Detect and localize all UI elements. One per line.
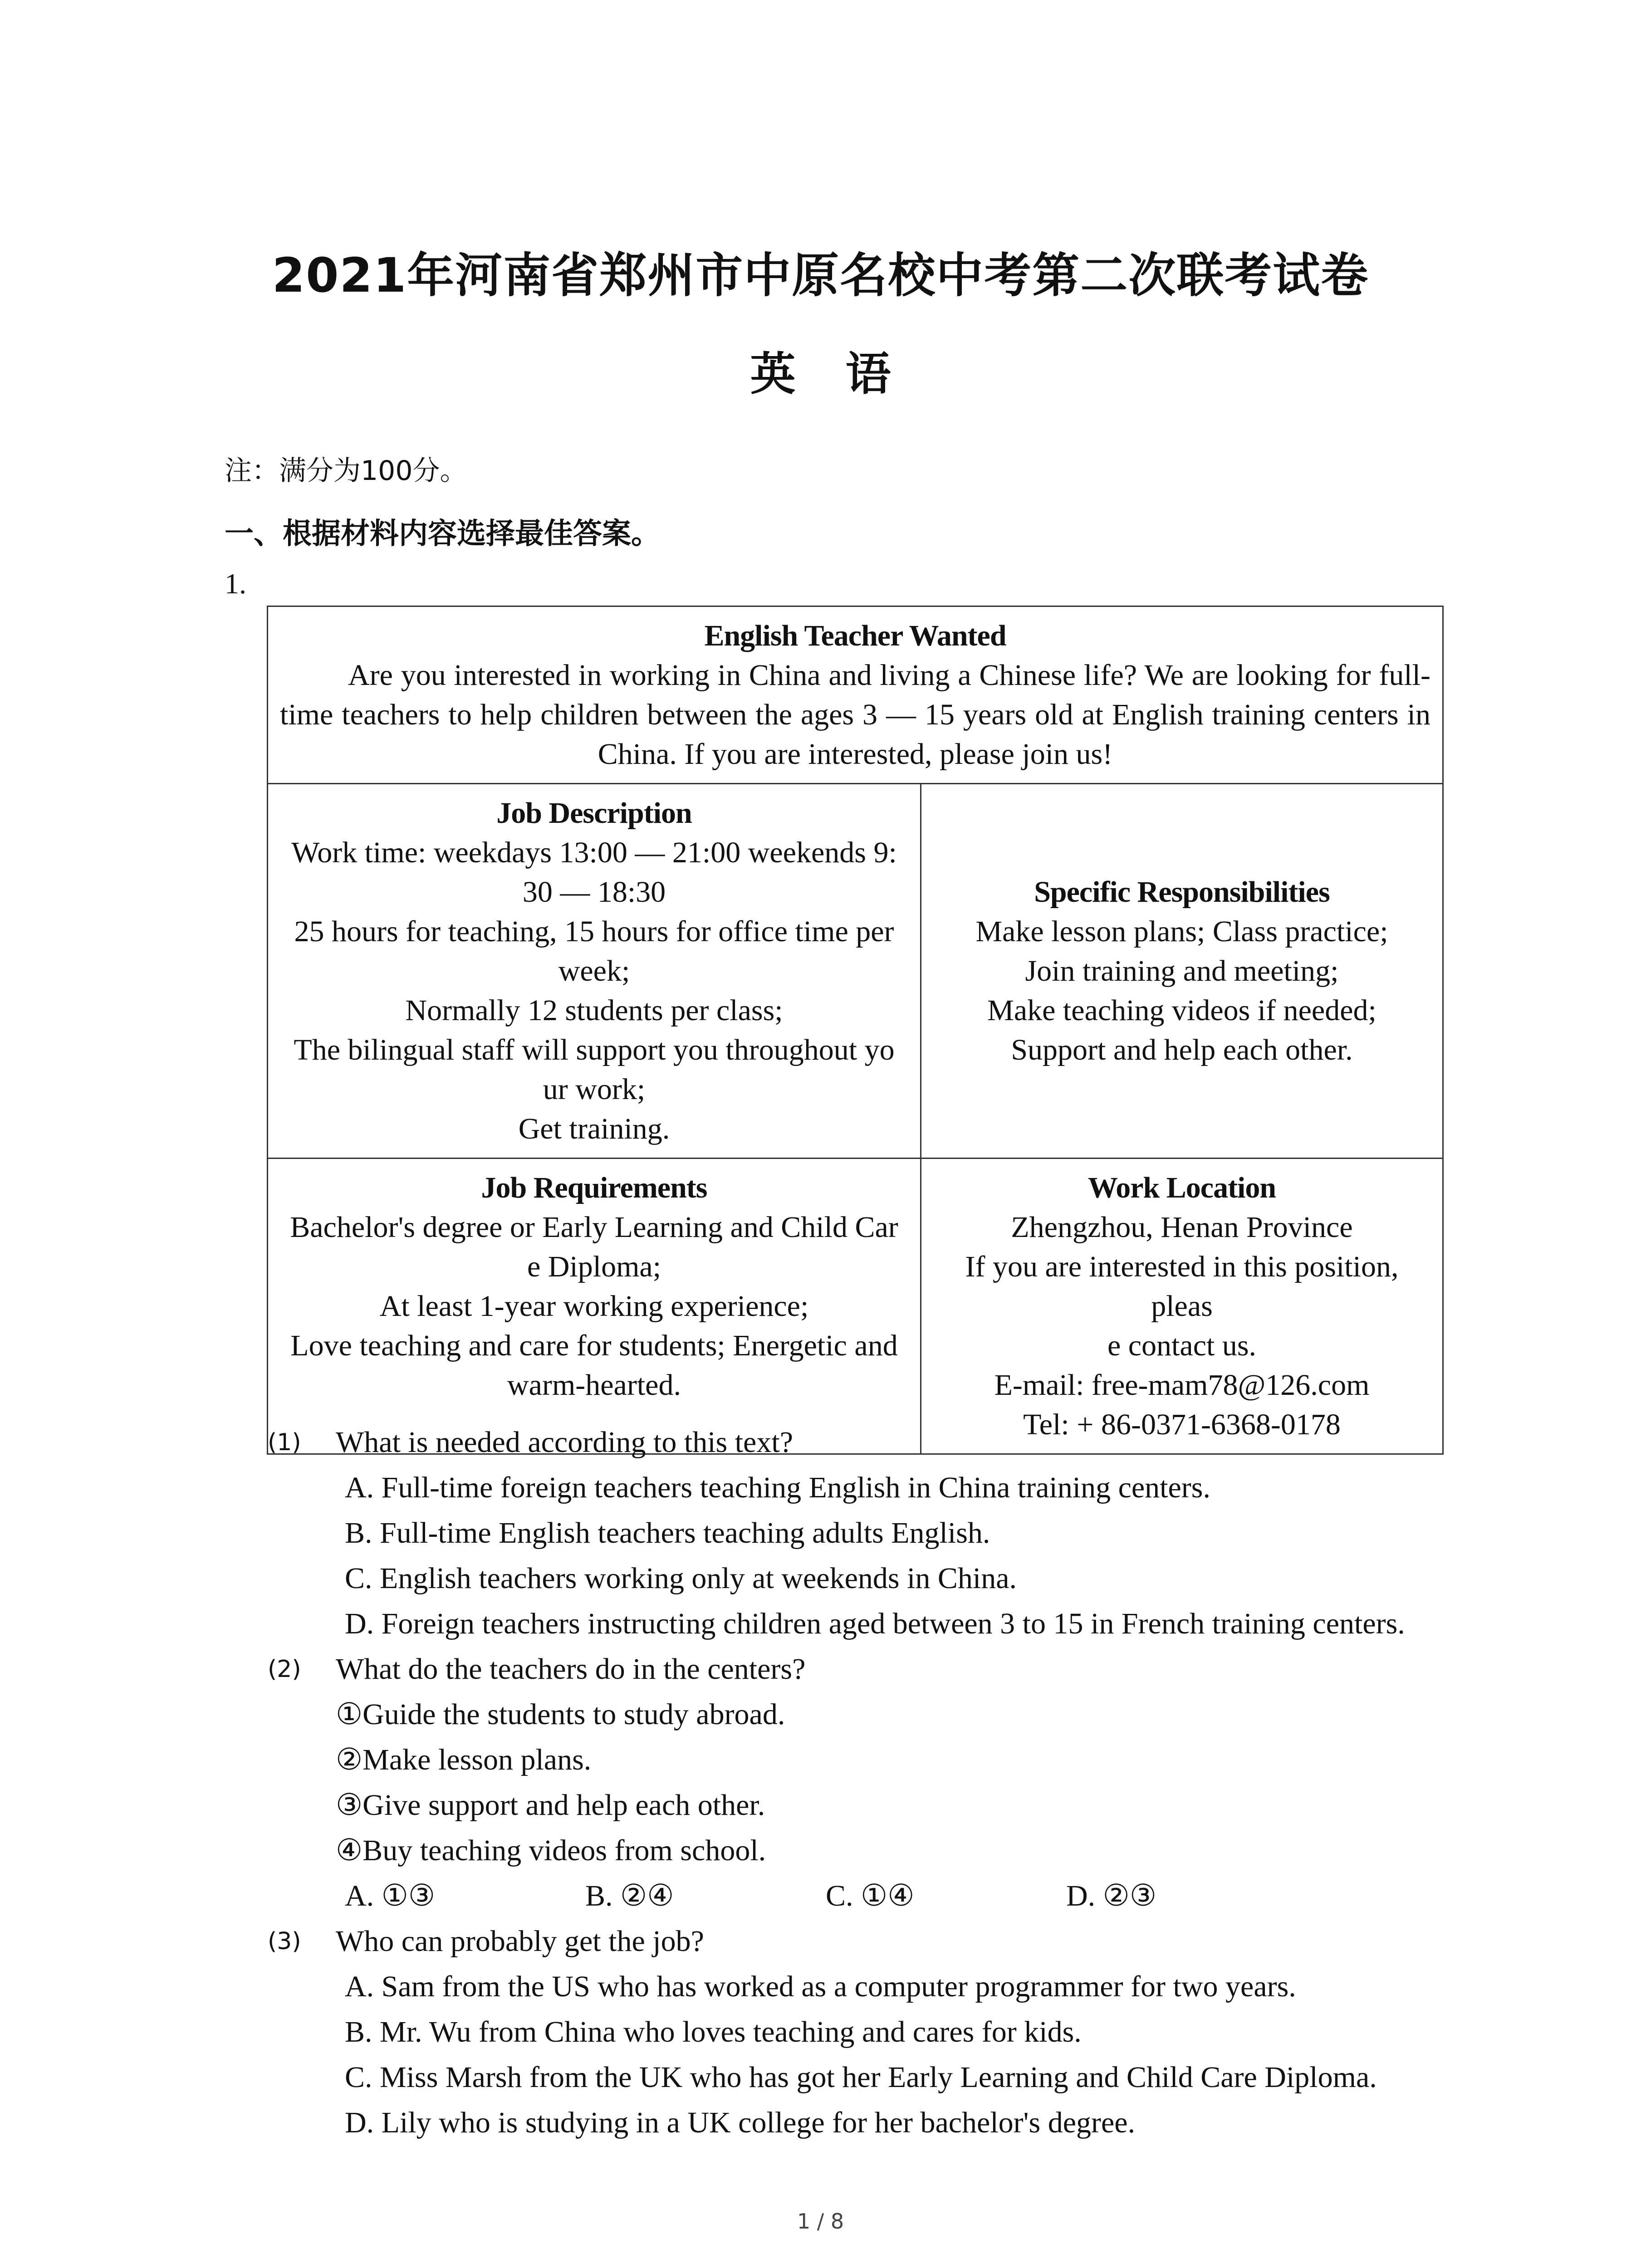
question-number: (3) <box>268 1928 301 1955</box>
location-heading: Work Location <box>1087 1171 1276 1204</box>
location-cell <box>921 1158 1443 1454</box>
job-description-line: 25 hours for teaching, 15 hours for office time per <box>294 915 894 948</box>
statement-item: ④Buy teaching videos from school. <box>336 1834 766 1867</box>
job-description-line: 30 — 18:30 <box>522 875 666 909</box>
location-line: If you are interested in this position, pleas <box>965 1250 1399 1323</box>
responsibility-line: Support and help each other. <box>1011 1033 1353 1066</box>
requirements-cell <box>268 1158 921 1454</box>
question-text: What do the teachers do in the centers? <box>336 1652 806 1686</box>
ad-title: English Teacher Wanted <box>704 619 1006 652</box>
responsibility-line: Join training and meeting; <box>1025 954 1339 987</box>
requirement-line: e Diploma; <box>527 1250 661 1283</box>
job-description-heading: Job Description <box>496 797 692 830</box>
subject-title: 英语 <box>750 347 941 401</box>
statement-item: ①Guide the students to study abroad. <box>336 1698 785 1731</box>
job-description-line: The bilingual staff will support you throughout yo <box>294 1033 895 1066</box>
answer-option: B. Full-time English teachers teaching adults English. <box>345 1516 990 1549</box>
score-note: 注：满分为100分。 <box>225 455 467 487</box>
answer-option: A. Full-time foreign teachers teaching English in China training centers. <box>345 1471 1210 1504</box>
statement-item: ③Give support and help each other. <box>336 1789 765 1822</box>
answer-option: A. ①③ <box>345 1879 435 1912</box>
statement-item: ②Make lesson plans. <box>336 1743 592 1776</box>
answer-option: D. Foreign teachers instructing children aged between 3 to 15 in French training centers. <box>345 1607 1405 1640</box>
job-description-line: Get training. <box>518 1112 670 1145</box>
job-description-line: Normally 12 students per class; <box>405 994 783 1027</box>
requirement-line: warm-hearted. <box>507 1369 681 1402</box>
answer-option: C. ①④ <box>826 1879 915 1912</box>
ad-intro-cell <box>268 606 1443 784</box>
job-description-line: week; <box>558 954 630 987</box>
questions-block <box>268 1420 1493 2146</box>
answer-options-row <box>345 1873 1307 1919</box>
question-2 <box>268 1647 1493 1692</box>
question-text: Who can probably get the job? <box>336 1925 704 1958</box>
question-number: 1. <box>225 567 246 600</box>
exam-title: 2021年河南省郑州市中原名校中考第二次联考试卷 <box>272 248 1369 303</box>
requirement-line: At least 1-year working experience; <box>379 1290 809 1323</box>
responsibilities-heading: Specific Responsibilities <box>1034 875 1330 909</box>
requirements-heading: Job Requirements <box>481 1171 707 1204</box>
page-number: 1 / 8 <box>797 2209 844 2234</box>
question-3 <box>268 1919 1493 1964</box>
answer-option: C. English teachers working only at weekends in China. <box>345 1562 1017 1595</box>
answer-option: D. Lily who is studying in a UK college for her bachelor's degree. <box>345 2106 1136 2139</box>
contact-phone: Tel: + 86-0371-6368-0178 <box>1023 1408 1341 1441</box>
job-description-cell <box>268 784 921 1158</box>
section-heading: 一、根据材料内容选择最佳答案。 <box>225 517 660 551</box>
requirement-line: Bachelor's degree or Early Learning and Child Car <box>290 1211 898 1244</box>
requirement-line: Love teaching and care for students; Energetic and <box>290 1329 898 1362</box>
responsibilities-cell <box>921 784 1443 1158</box>
job-description-line: ur work; <box>543 1073 646 1106</box>
responsibility-line: Make lesson plans; Class practice; <box>975 915 1388 948</box>
answer-option: C. Miss Marsh from the UK who has got her Early Learning and Child Care Diploma. <box>345 2061 1377 2094</box>
question-number: (1) <box>268 1429 301 1456</box>
contact-email: E-mail: free-mam78@126.com <box>994 1369 1370 1402</box>
question-text: What is needed according to this text? <box>336 1426 793 1459</box>
location-line: Zhengzhou, Henan Province <box>1011 1211 1353 1244</box>
job-ad-table <box>267 606 1444 1455</box>
responsibility-line: Make teaching videos if needed; <box>987 994 1376 1027</box>
question-number: (2) <box>268 1656 301 1683</box>
answer-option: D. ②③ <box>1066 1879 1156 1912</box>
answer-option: B. ②④ <box>585 1879 674 1912</box>
job-description-line: Work time: weekdays 13:00 — 21:00 weekends 9: <box>291 836 897 869</box>
answer-option: A. Sam from the US who has worked as a computer programmer for two years. <box>345 1970 1296 2003</box>
location-line: e contact us. <box>1107 1329 1257 1362</box>
question-1 <box>268 1420 1493 1465</box>
answer-option: B. Mr. Wu from China who loves teaching and cares for kids. <box>345 2015 1082 2048</box>
ad-intro: Are you interested in working in China and living a Chinese life? We are looking for full-time teachers to help children between the ages 3 — 15 years old at English training centers in China. If you are interested, please join us! <box>280 659 1430 771</box>
